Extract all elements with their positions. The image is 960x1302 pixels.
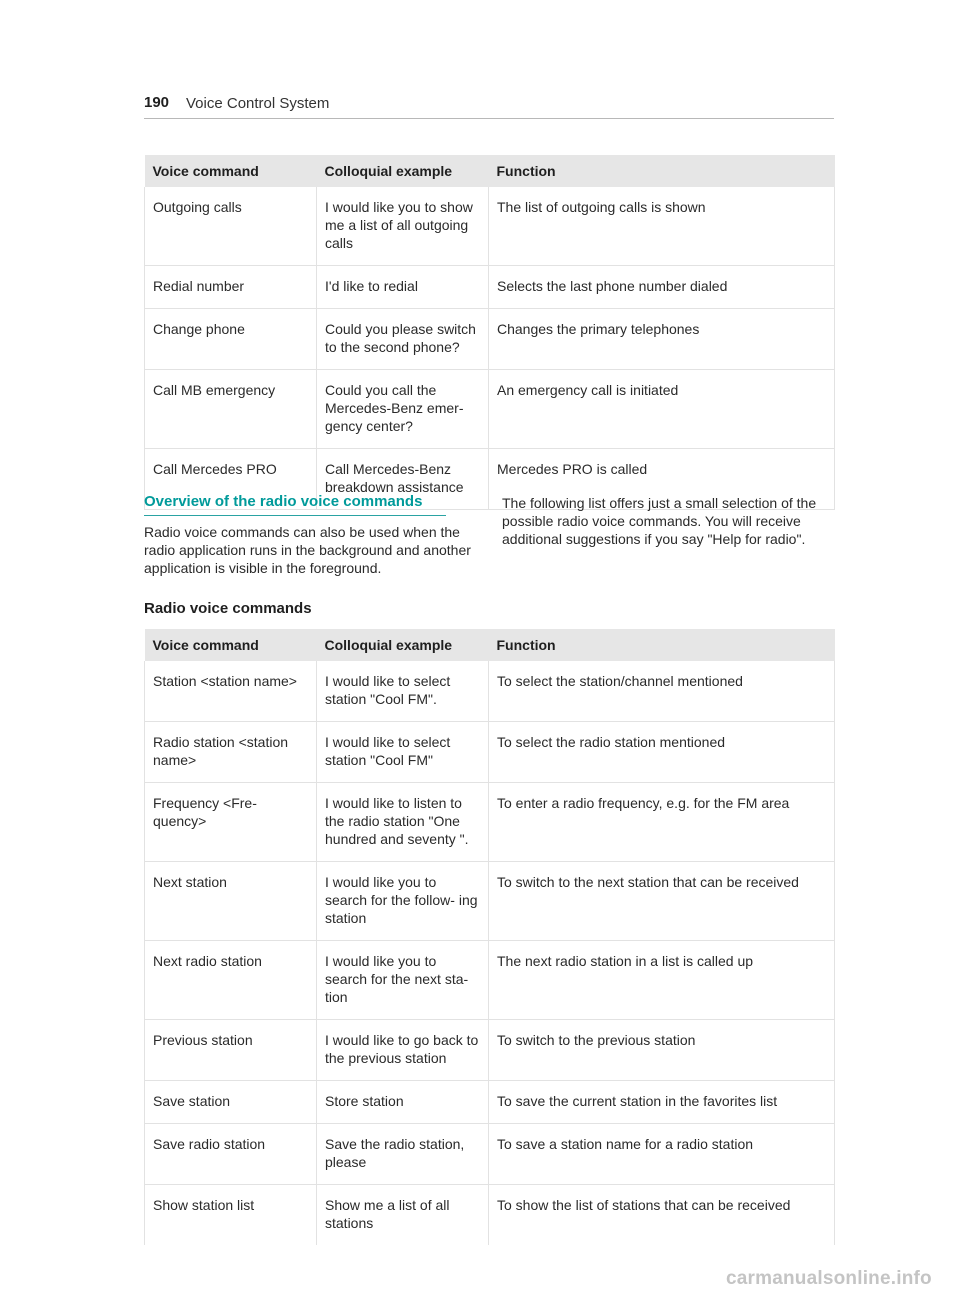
function-cell: Changes the primary telephones: [489, 309, 835, 370]
example-cell: I would like you to search for the follow- ing station: [317, 862, 489, 941]
example-cell: Call Mercedes-Benz breakdown assistance: [317, 449, 489, 510]
table-row: [145, 187, 835, 266]
radio-voice-commands-table: [144, 629, 835, 1245]
table-row: [145, 862, 835, 941]
function-cell: The next radio station in a list is called up: [489, 941, 835, 1020]
voice-command-cell: Redial number: [145, 266, 317, 309]
voice-command-cell: Next radio station: [145, 941, 317, 1020]
example-cell: Store station: [317, 1081, 489, 1124]
example-cell: I would like to select station "Cool FM": [317, 722, 489, 783]
table-row: [145, 1020, 835, 1081]
voice-command-cell: Next station: [145, 862, 317, 941]
table-row: [145, 1081, 835, 1124]
voice-command-cell: Show station list: [145, 1185, 317, 1246]
example-cell: Save the radio station, please: [317, 1124, 489, 1185]
column-header: Voice command: [145, 155, 317, 187]
table-header-row: [145, 155, 835, 187]
table-header-row: [145, 629, 835, 661]
column-header: Colloquial example: [317, 155, 489, 187]
voice-command-cell: Change phone: [145, 309, 317, 370]
table-row: [145, 722, 835, 783]
table-row: [145, 1124, 835, 1185]
function-cell: To enter a radio frequency, e.g. for the FM area: [489, 783, 835, 862]
table-row: [145, 661, 835, 722]
column-header: Voice command: [145, 629, 317, 661]
function-cell: To select the station/channel mentioned: [489, 661, 835, 722]
table-row: [145, 941, 835, 1020]
page-number: 190: [144, 94, 170, 111]
page-header: [144, 94, 834, 119]
table-row: [145, 266, 835, 309]
column-header: Function: [489, 629, 835, 661]
function-cell: To switch to the previous station: [489, 1020, 835, 1081]
example-cell: I would like you to search for the next sta- tion: [317, 941, 489, 1020]
table-row: [145, 309, 835, 370]
voice-command-cell: Outgoing calls: [145, 187, 317, 266]
section-heading: Overview of the radio voice commands: [144, 493, 446, 516]
function-cell: To show the list of stations that can be received: [489, 1185, 835, 1246]
voice-command-cell: Save radio station: [145, 1124, 317, 1185]
column-header: Colloquial example: [317, 629, 489, 661]
voice-command-cell: Station <station name>: [145, 661, 317, 722]
voice-command-cell: Call MB emergency: [145, 370, 317, 449]
column-header: Function: [489, 155, 835, 187]
function-cell: An emergency call is initiated: [489, 370, 835, 449]
function-cell: To switch to the next station that can be received: [489, 862, 835, 941]
table-row: [145, 783, 835, 862]
watermark: carmanualsonline.info: [726, 1268, 932, 1289]
function-cell: To select the radio station mentioned: [489, 722, 835, 783]
voice-command-cell: Previous station: [145, 1020, 317, 1081]
example-cell: Show me a list of all stations: [317, 1185, 489, 1246]
function-cell: To save a station name for a radio station: [489, 1124, 835, 1185]
example-cell: Could you call the Mercedes-Benz emer- gency center?: [317, 370, 489, 449]
example-cell: I would like to go back to the previous station: [317, 1020, 489, 1081]
table-subheading: Radio voice commands: [144, 600, 312, 617]
chapter-title: Voice Control System: [186, 95, 330, 112]
suggestion-paragraph: The following list offers just a small selection of the possible radio voice commands. You will receive additional suggestions if you say "Help for radio".: [502, 495, 817, 547]
table-row: [145, 370, 835, 449]
voice-command-cell: Radio station <station name>: [145, 722, 317, 783]
example-cell: I would like you to show me a list of all outgoing calls: [317, 187, 489, 266]
example-cell: I would like to select station "Cool FM".: [317, 661, 489, 722]
intro-paragraph: Radio voice commands can also be used when the radio application runs in the background and another application is visible in the foreground.: [144, 524, 471, 576]
example-cell: I'd like to redial: [317, 266, 489, 309]
table-row: [145, 1185, 835, 1246]
voice-command-cell: Frequency <Fre- quency>: [145, 783, 317, 862]
voice-command-cell: Call Mercedes PRO: [145, 449, 317, 510]
function-cell: The list of outgoing calls is shown: [489, 187, 835, 266]
example-cell: Could you please switch to the second phone?: [317, 309, 489, 370]
phone-voice-commands-table: [144, 155, 835, 510]
function-cell: To save the current station in the favorites list: [489, 1081, 835, 1124]
function-cell: Mercedes PRO is called: [489, 449, 835, 510]
function-cell: Selects the last phone number dialed: [489, 266, 835, 309]
voice-command-cell: Save station: [145, 1081, 317, 1124]
example-cell: I would like to listen to the radio station "One hundred and seventy ".: [317, 783, 489, 862]
